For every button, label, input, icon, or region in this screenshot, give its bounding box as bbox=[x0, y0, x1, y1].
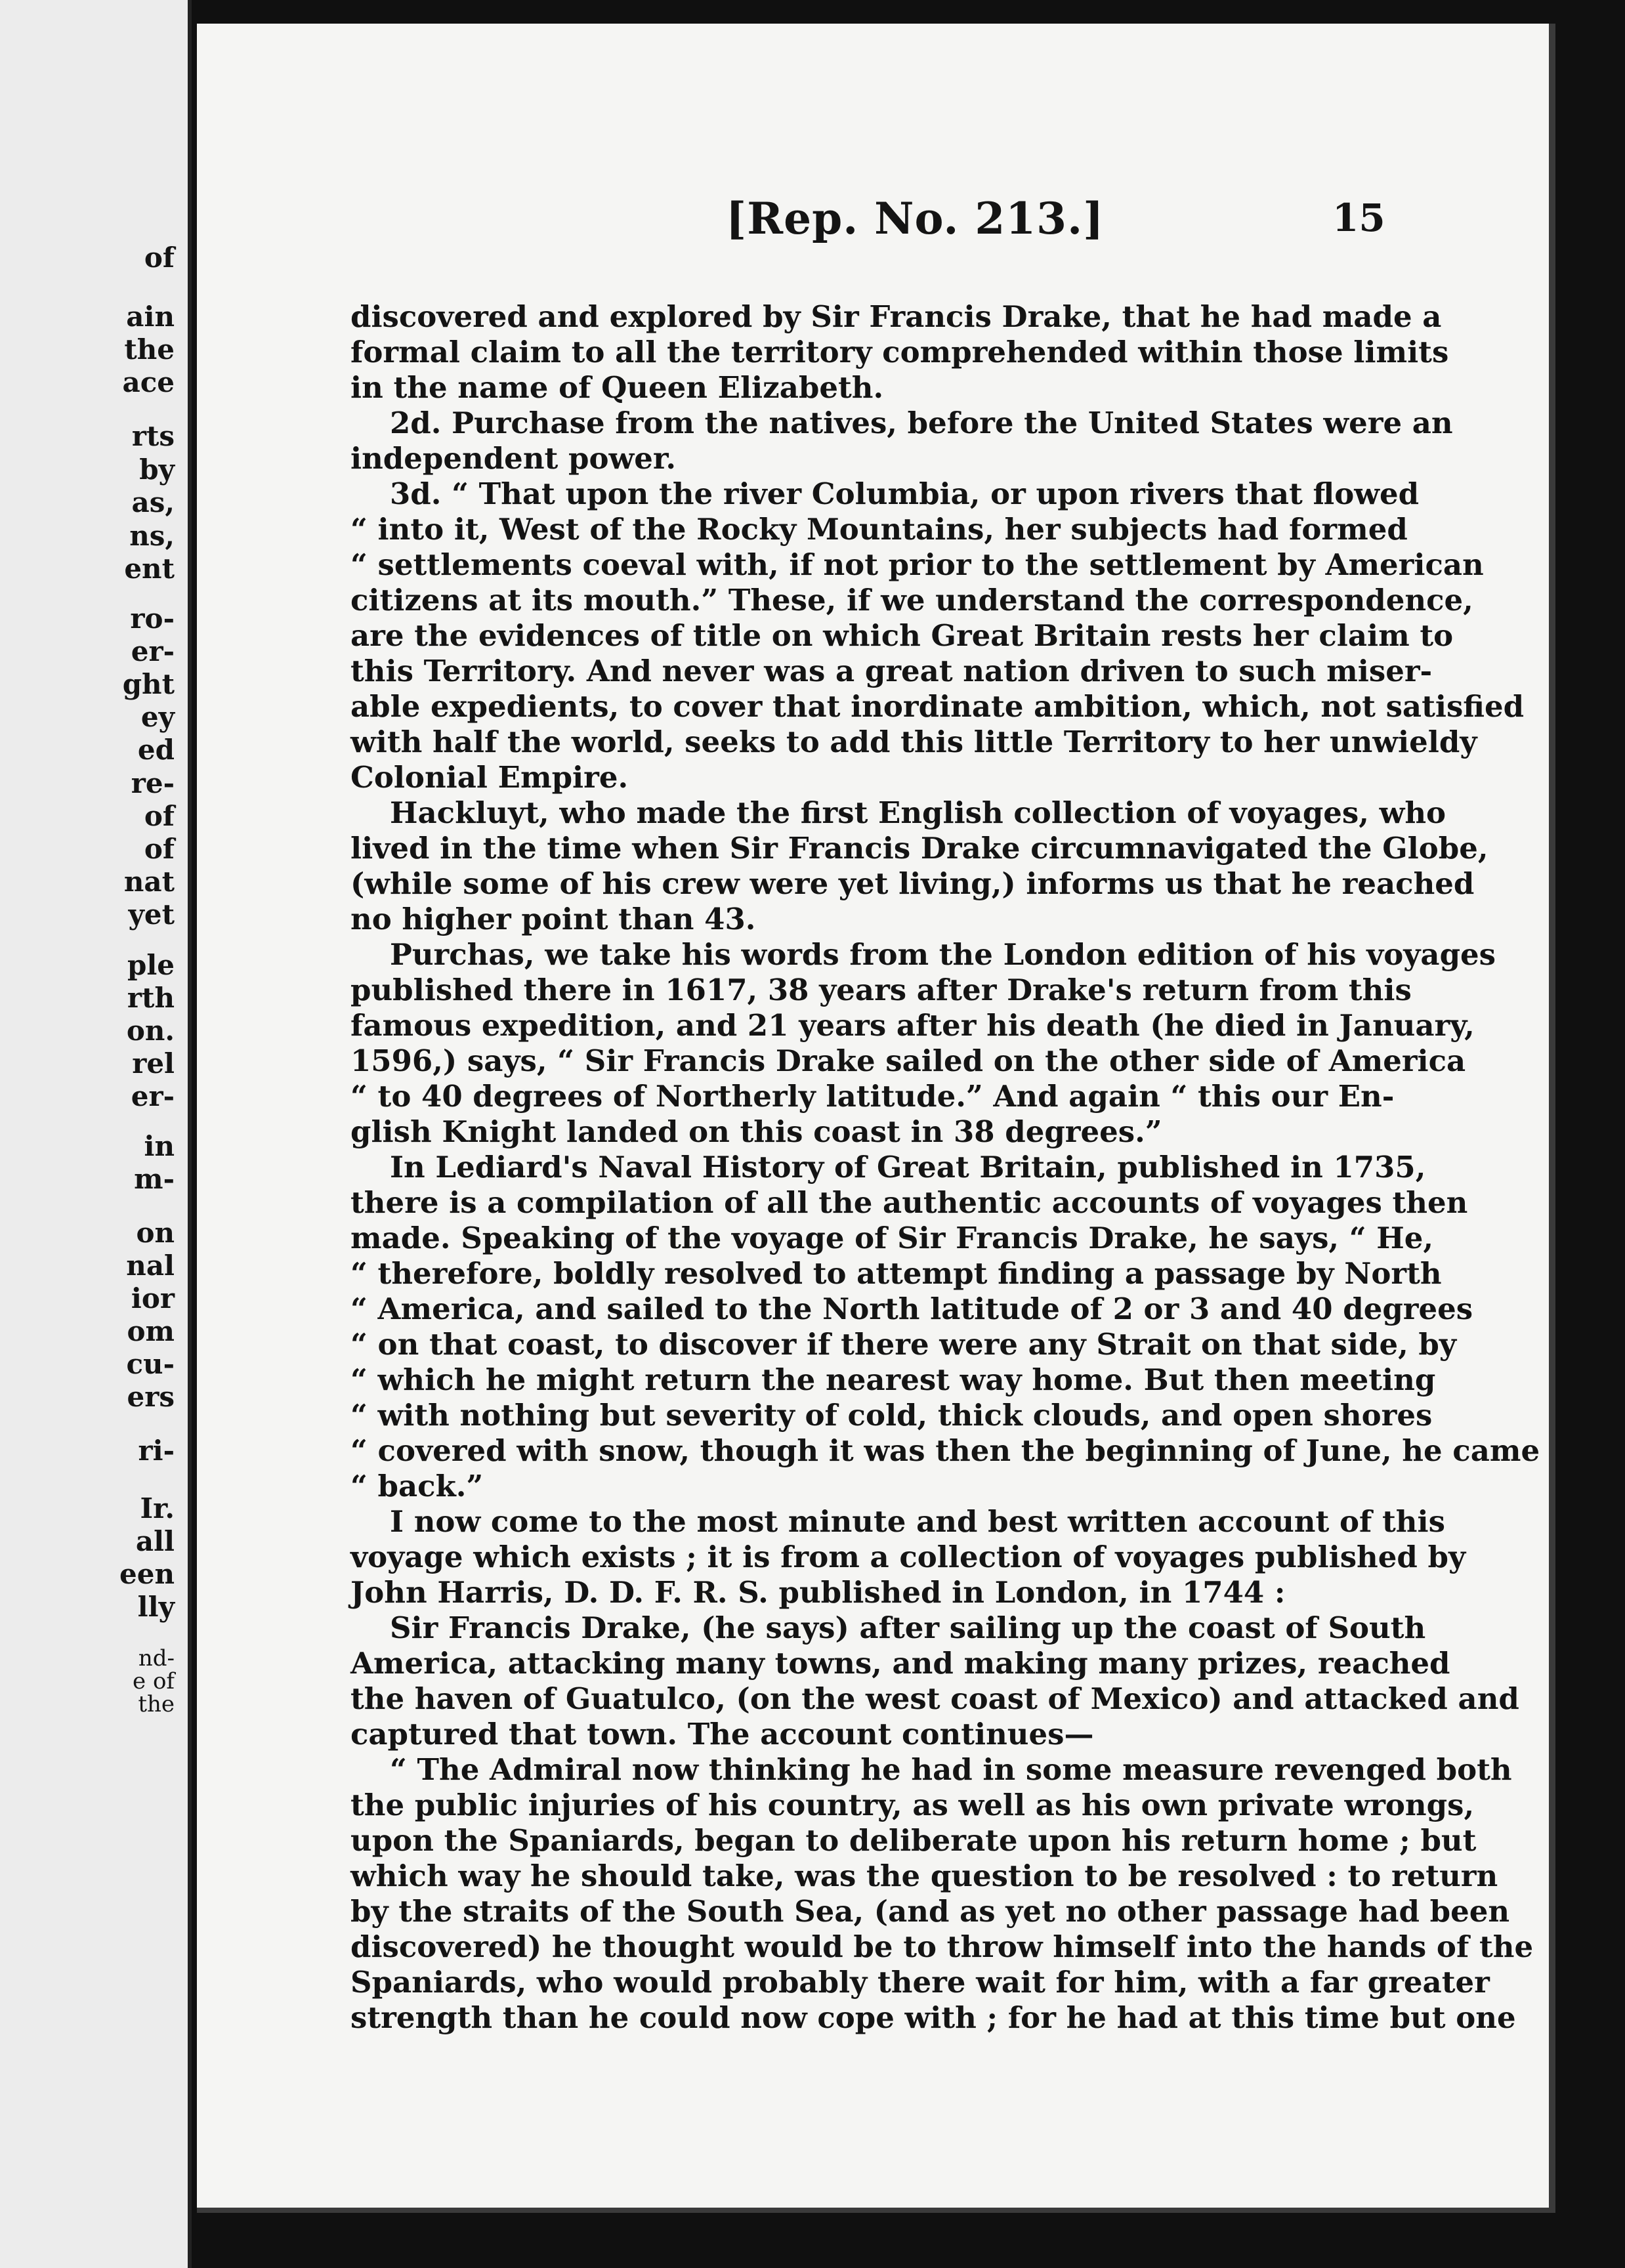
text-line: upon the Spaniards, began to deliberate upon his return home ; but bbox=[350, 1823, 1477, 1858]
margin-fragment: rth bbox=[127, 982, 175, 1014]
text-line: John Harris, D. D. F. R. S. published in London, in 1744 : bbox=[350, 1575, 1286, 1610]
text-line: Colonial Empire. bbox=[350, 760, 629, 795]
text-line: citizens at its mouth.” These, if we understand the correspondence, bbox=[350, 583, 1473, 618]
margin-fragment: ent bbox=[124, 553, 175, 585]
margin-fragment: ro- bbox=[130, 602, 175, 635]
text-line: “ on that coast, to discover if there were any Strait on that side, by bbox=[350, 1327, 1457, 1362]
text-line: In Lediard's Naval History of Great Britain, published in 1735, bbox=[390, 1150, 1426, 1185]
text-line: with half the world, seeks to add this little Territory to her unwieldy bbox=[350, 724, 1477, 759]
margin-fragment: re- bbox=[131, 767, 175, 799]
margin-fragment: ght bbox=[122, 668, 175, 700]
text-line: 3d. “ That upon the river Columbia, or upon rivers that flowed bbox=[390, 476, 1420, 511]
text-line: (while some of his crew were yet living,) informs us that he reached bbox=[350, 866, 1475, 901]
margin-fragment: the bbox=[138, 1691, 175, 1717]
text-line: formal claim to all the territory comprehended within those limits bbox=[350, 335, 1449, 369]
document-page bbox=[197, 24, 1555, 2213]
margin-fragment: Ir. bbox=[140, 1492, 175, 1524]
page-number: 15 bbox=[1332, 196, 1385, 240]
margin-fragment: rel bbox=[132, 1047, 175, 1080]
margin-fragment: ain bbox=[126, 301, 175, 333]
margin-fragment: ey bbox=[140, 701, 175, 733]
text-line: the public injuries of his country, as well as his own private wrongs, bbox=[350, 1788, 1475, 1822]
facing-page bbox=[0, 0, 192, 2268]
margin-fragment: nal bbox=[126, 1250, 175, 1282]
margin-fragment: on bbox=[136, 1217, 175, 1249]
text-line: “ settlements coeval with, if not prior to the settlement by American bbox=[350, 547, 1484, 582]
text-line: by the straits of the South Sea, (and as yet no other passage had been bbox=[350, 1894, 1510, 1929]
margin-fragment: een bbox=[119, 1558, 175, 1590]
text-line: Spaniards, who would probably there wait for him, with a far greater bbox=[350, 1965, 1490, 2000]
margin-fragment: cu- bbox=[126, 1348, 175, 1380]
text-line: glish Knight landed on this coast in 38 degrees.” bbox=[350, 1114, 1162, 1149]
margin-fragment: as, bbox=[131, 486, 175, 518]
margin-fragment: all bbox=[135, 1525, 175, 1557]
margin-fragment: of bbox=[144, 800, 175, 832]
margin-fragment: om bbox=[127, 1315, 175, 1347]
report-number: [Rep. No. 213.] bbox=[726, 193, 1105, 244]
margin-fragment: ple bbox=[127, 949, 175, 981]
text-line: Hackluyt, who made the first English collection of voyages, who bbox=[390, 795, 1446, 830]
text-line: “ The Admiral now thinking he had in some measure revenged both bbox=[390, 1752, 1512, 1787]
text-line: “ which he might return the nearest way home. But then meeting bbox=[350, 1362, 1436, 1397]
text-line: voyage which exists ; it is from a collection of voyages published by bbox=[350, 1540, 1466, 1574]
text-line: are the evidences of title on which Great Britain rests her claim to bbox=[350, 618, 1454, 653]
body-text bbox=[350, 299, 1540, 2036]
text-line: this Territory. And never was a great nation driven to such miser- bbox=[350, 654, 1433, 688]
margin-fragment: m- bbox=[134, 1163, 175, 1195]
margin-fragment: lly bbox=[137, 1591, 175, 1623]
text-line: 1596,) says, “ Sir Francis Drake sailed on the other side of America bbox=[350, 1043, 1466, 1078]
text-line: 2d. Purchase from the natives, before the United States were an bbox=[390, 406, 1453, 440]
margin-fragment: er- bbox=[131, 1080, 175, 1112]
margin-fragment: e of bbox=[133, 1668, 175, 1694]
text-line: “ into it, West of the Rocky Mountains, her subjects had formed bbox=[350, 512, 1408, 547]
text-line: independent power. bbox=[350, 441, 677, 476]
text-line: there is a compilation of all the authentic accounts of voyages then bbox=[350, 1185, 1468, 1220]
text-line: published there in 1617, 38 years after Drake's return from this bbox=[350, 973, 1412, 1007]
text-line: captured that town. The account continues— bbox=[350, 1717, 1094, 1752]
running-head bbox=[197, 193, 1549, 245]
margin-fragment: the bbox=[124, 333, 175, 366]
margin-fragment: on. bbox=[126, 1015, 175, 1047]
text-line: made. Speaking of the voyage of Sir Francis Drake, he says, “ He, bbox=[350, 1221, 1434, 1255]
text-line: “ America, and sailed to the North latitude of 2 or 3 and 40 degrees bbox=[350, 1292, 1473, 1326]
text-line: in the name of Queen Elizabeth. bbox=[350, 370, 884, 405]
text-line: discovered and explored by Sir Francis Drake, that he had made a bbox=[350, 299, 1442, 334]
text-line: “ therefore, boldly resolved to attempt finding a passage by North bbox=[350, 1256, 1442, 1291]
text-line: America, attacking many towns, and making many prizes, reached bbox=[350, 1646, 1450, 1681]
text-line: Purchas, we take his words from the London edition of his voyages bbox=[390, 937, 1496, 972]
margin-fragment: ed bbox=[137, 734, 175, 766]
margin-fragment: by bbox=[139, 453, 175, 486]
margin-fragment: nd- bbox=[138, 1645, 175, 1671]
text-line: I now come to the most minute and best written account of this bbox=[390, 1504, 1445, 1539]
margin-fragment: of bbox=[144, 833, 175, 865]
margin-fragment: ace bbox=[122, 366, 175, 398]
margin-fragment: in bbox=[144, 1130, 175, 1162]
text-line: “ back.” bbox=[350, 1469, 484, 1503]
text-line: which way he should take, was the question to be resolved : to return bbox=[350, 1858, 1498, 1893]
text-line: able expedients, to cover that inordinate ambition, which, not satisfied bbox=[350, 689, 1525, 724]
text-line: “ with nothing but severity of cold, thick clouds, and open shores bbox=[350, 1398, 1433, 1433]
text-line: lived in the time when Sir Francis Drake circumnavigated the Globe, bbox=[350, 831, 1488, 866]
margin-fragment: nat bbox=[123, 866, 175, 898]
text-line: Sir Francis Drake, (he says) after sailing up the coast of South bbox=[390, 1610, 1426, 1645]
text-line: strength than he could now cope with ; for he had at this time but one bbox=[350, 2000, 1516, 2035]
margin-fragment: ior bbox=[131, 1282, 175, 1314]
margin-fragment: ri- bbox=[138, 1435, 175, 1467]
text-line: “ covered with snow, though it was then the beginning of June, he came bbox=[350, 1433, 1540, 1468]
margin-fragment: rts bbox=[131, 420, 175, 452]
margin-fragment: of bbox=[144, 242, 175, 274]
text-line: discovered) he thought would be to throw himself into the hands of the bbox=[350, 1929, 1534, 1964]
text-line: famous expedition, and 21 years after his death (he died in January, bbox=[350, 1008, 1475, 1043]
margin-fragment: ns, bbox=[129, 520, 175, 552]
margin-fragment: yet bbox=[128, 898, 175, 931]
text-line: the haven of Guatulco, (on the west coast of Mexico) and attacked and bbox=[350, 1681, 1519, 1716]
text-line: no higher point than 43. bbox=[350, 902, 756, 936]
margin-fragment: ers bbox=[127, 1381, 175, 1413]
text-line: “ to 40 degrees of Northerly latitude.” And again “ this our En- bbox=[350, 1079, 1395, 1114]
margin-fragment: er- bbox=[131, 635, 175, 667]
